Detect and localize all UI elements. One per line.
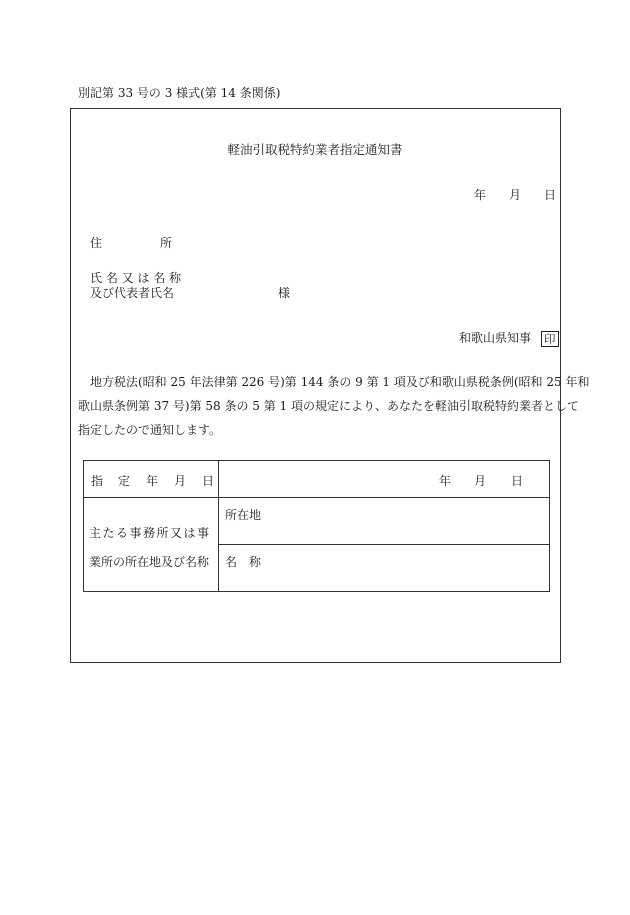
designation-day: 日 bbox=[511, 474, 524, 488]
designation-month: 月 bbox=[474, 474, 487, 488]
address-label-1: 住 bbox=[90, 236, 103, 250]
date-day-label: 日 bbox=[544, 188, 557, 202]
designation-date-label-5: 日 bbox=[202, 474, 215, 488]
office-label-line2: 業所の所在地及び名称 bbox=[89, 555, 210, 569]
address-label-2: 所 bbox=[160, 236, 173, 250]
designation-date-label-cell bbox=[84, 461, 219, 498]
body-line-2: 歌山県条例第 37 号)第 58 条の 5 第 1 項の規定により、あなたを軽油引取税特約業者として bbox=[78, 399, 580, 413]
document-title: 軽油引取税特約業者指定通知書 bbox=[227, 142, 403, 157]
designation-year: 年 bbox=[439, 474, 452, 488]
business-name-cell bbox=[219, 545, 550, 592]
office-label-line1: 主たる事務所又は事 bbox=[89, 526, 211, 540]
designation-date-label-2: 定 bbox=[118, 474, 131, 488]
designation-date-label-4: 月 bbox=[174, 474, 187, 488]
business-name-label-1: 名 bbox=[225, 555, 238, 569]
location-label: 所在地 bbox=[225, 508, 262, 522]
notice-body bbox=[78, 370, 590, 442]
issuer-name: 和歌山県知事 bbox=[459, 331, 532, 345]
designation-date-label-3: 年 bbox=[146, 474, 159, 488]
office-label-cell bbox=[84, 498, 219, 592]
form-reference: 別記第 33 号の 3 様式(第 14 条関係) bbox=[78, 86, 281, 100]
designation-date-value-cell bbox=[219, 461, 550, 498]
location-cell bbox=[219, 498, 550, 545]
seal-text: 印 bbox=[541, 331, 559, 347]
designation-table bbox=[83, 460, 550, 592]
honorific: 様 bbox=[278, 286, 291, 300]
date-year-label: 年 bbox=[474, 188, 487, 202]
name-label-line2: 及び代表者氏名 bbox=[90, 286, 175, 300]
business-name-label-2: 称 bbox=[249, 555, 262, 569]
body-line-1: 地方税法(昭和 25 年法律第 226 号)第 144 条の 9 第 1 項及び和歌山県税条例(昭和 25 年和 bbox=[90, 375, 590, 389]
date-month-label: 月 bbox=[509, 188, 522, 202]
seal-mark bbox=[541, 328, 559, 347]
designation-date-label-1: 指 bbox=[91, 474, 104, 488]
name-label-line1: 氏 名 又 は 名 称 bbox=[90, 271, 182, 285]
body-line-3: 指定したので通知します。 bbox=[78, 423, 222, 437]
